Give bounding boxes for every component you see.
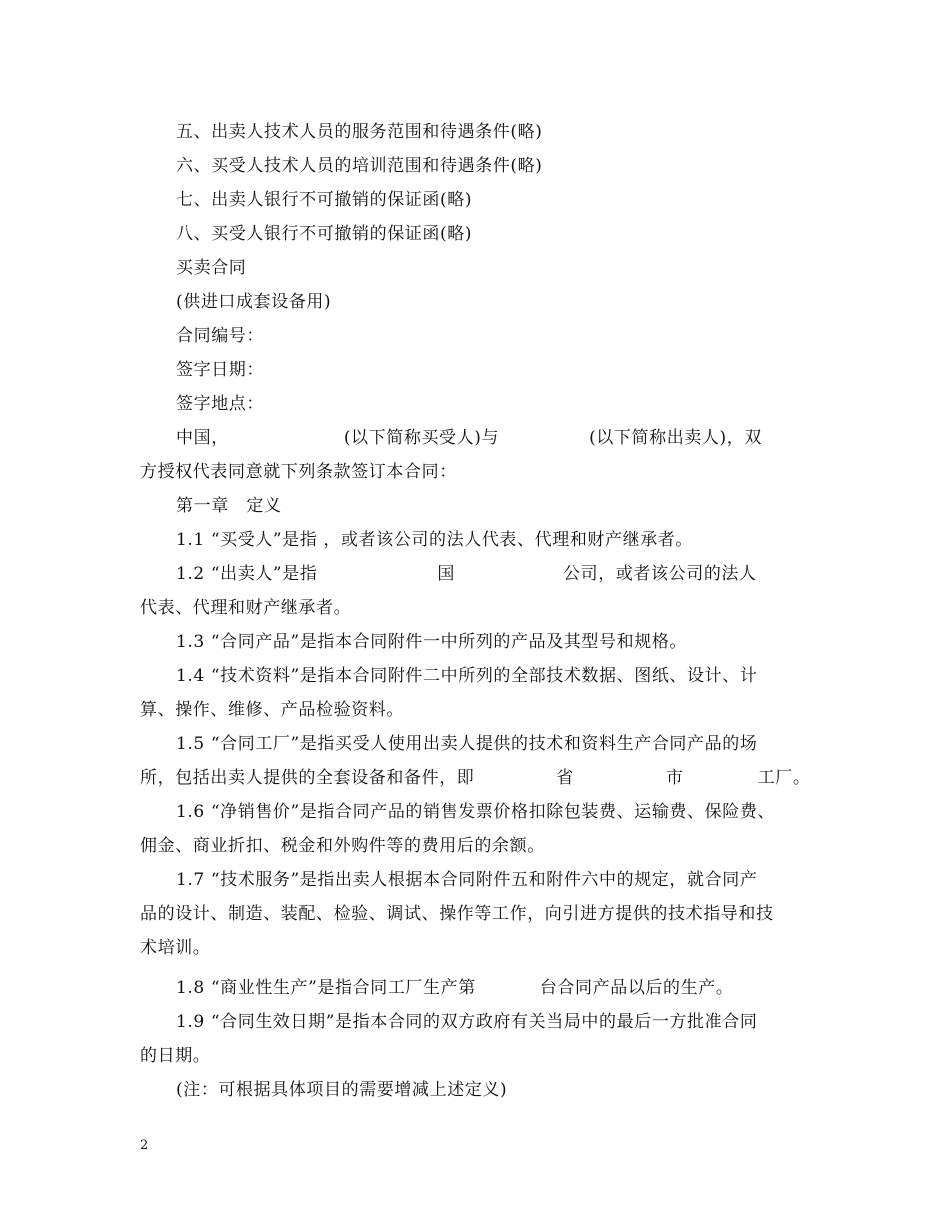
- annex-item-6: 六、买受人技术人员的培训范围和待遇条件(略): [176, 156, 543, 176]
- definition-1-2-part-2: 国: [437, 564, 456, 584]
- definition-1-8-part-2: 台合同产品以后的生产。: [539, 978, 734, 998]
- preamble-part-2: (以下简称买受人)与: [343, 428, 500, 448]
- definition-1-2-part-3: 公司，或者该公司的法人: [563, 564, 757, 584]
- annex-item-5: 五、出卖人技术人员的服务范围和待遇条件(略): [176, 122, 543, 142]
- definition-1-6-line-2: 佣金、商业折扣、税金和外购件等的费用后的余额。: [140, 836, 545, 856]
- definitions-note: (注：可根据具体项目的需要增减上述定义): [176, 1080, 508, 1100]
- definition-1-4-line-2: 算、操作、维修、产品检验资料。: [140, 700, 404, 720]
- annex-item-8: 八、买受人银行不可撤销的保证函(略): [176, 224, 473, 244]
- preamble-line-1: [176, 428, 856, 448]
- sign-date-label: 签字日期：: [176, 360, 264, 380]
- definition-1-5-part-3: 市: [666, 768, 684, 788]
- definition-1-5-part-2: 省: [556, 768, 575, 788]
- definition-1-5-line-1: 1.5 “合同工厂”是指买受人使用出卖人提供的技术和资料生产合同产品的场: [176, 734, 758, 754]
- contract-number-label: 合同编号：: [176, 326, 264, 346]
- definition-1-1: 1.1 “买受人”是指 ，或者该公司的法人代表、代理和财产继承者。: [176, 530, 694, 550]
- preamble-part-3: (以下简称出卖人)，双: [589, 428, 762, 448]
- definition-1-2-line-1: [176, 564, 856, 584]
- definition-1-3: 1.3 “合同产品”是指本合同附件一中所列的产品及其型号和规格。: [176, 632, 688, 652]
- definition-1-8: [176, 978, 856, 998]
- definition-1-7-line-3: 术培训。: [140, 938, 211, 958]
- definition-1-5-line-2: [140, 768, 820, 788]
- definition-1-2-line-2: 代表、代理和财产继承者。: [140, 598, 352, 618]
- contract-title: 买卖合同: [176, 258, 247, 278]
- annex-item-7: 七、出卖人银行不可撤销的保证函(略): [176, 190, 473, 210]
- page-number: 2: [140, 1138, 149, 1153]
- definition-1-5-part-1: 所，包括出卖人提供的全套设备和备件，即: [140, 768, 475, 788]
- definition-1-9-line-1: 1.9 “合同生效日期”是指本合同的双方政府有关当局中的最后一方批准合同: [176, 1012, 758, 1032]
- definition-1-7-line-1: 1.7 “技术服务”是指出卖人根据本合同附件五和附件六中的规定，就合同产: [176, 870, 758, 890]
- preamble-part-1: 中国，: [176, 428, 229, 448]
- sign-place-label: 签字地点：: [176, 394, 264, 414]
- definition-1-8-part-1: 1.8 “商业性生产”是指合同工厂生产第: [176, 978, 476, 998]
- definition-1-2-part-1: 1.2 “出卖人”是指: [176, 564, 318, 584]
- definition-1-7-line-2: 品的设计、制造、装配、检验、调试、操作等工作，向引进方提供的技术指导和技: [140, 904, 774, 924]
- definition-1-4-line-1: 1.4 “技术资料”是指本合同附件二中所列的全部技术数据、图纸、设计、计: [176, 666, 758, 686]
- contract-subtitle: (供进口成套设备用): [176, 292, 332, 312]
- preamble-line-2: 方授权代表同意就下列条款签订本合同：: [140, 462, 457, 482]
- definition-1-5-part-4: 工厂。: [757, 768, 811, 788]
- definition-1-6-line-1: 1.6 “净销售价”是指合同产品的销售发票价格扣除包装费、运输费、保险费、: [176, 802, 776, 822]
- chapter-heading: 第一章 定义: [176, 496, 282, 516]
- definition-1-9-line-2: 的日期。: [140, 1046, 211, 1066]
